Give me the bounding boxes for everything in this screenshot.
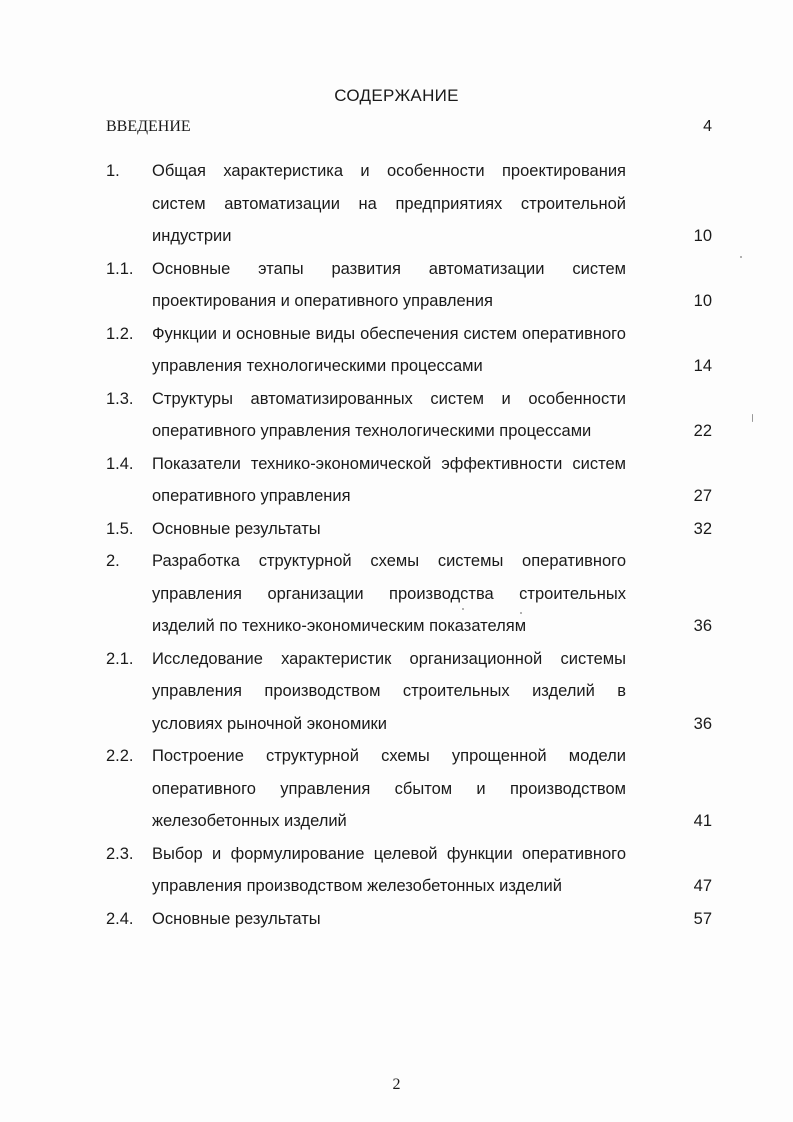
toc-entry-page: 14 bbox=[693, 357, 712, 375]
toc-entry bbox=[106, 513, 712, 546]
toc-entry-page: 57 bbox=[693, 909, 712, 928]
toc-entry-text: Разработка структурной схемы системы оперативного управления организации производства строительных изделий по технико-экономическим показателям bbox=[152, 552, 626, 635]
toc-entry-number: 2. bbox=[106, 552, 120, 570]
toc-entry bbox=[106, 318, 712, 383]
toc-entry-page: 41 bbox=[693, 812, 712, 830]
toc-entry-number: 1. bbox=[106, 162, 120, 180]
toc-intro-entry bbox=[106, 118, 712, 136]
toc-entry-text: Выбор и формулирование целевой функции оперативного управления производством железобетонных изделий bbox=[152, 844, 626, 895]
scan-speck bbox=[462, 608, 464, 610]
toc-entry-number: 2.4. bbox=[106, 909, 134, 928]
toc-entry bbox=[106, 903, 712, 936]
toc-entry-text: Основные этапы развития автоматизации систем проектирования и оперативного управления bbox=[152, 259, 626, 310]
toc-entry-text: Основные результаты bbox=[152, 519, 321, 538]
toc-entry-text: Показатели технико-экономической эффективности систем оперативного управления bbox=[152, 454, 626, 505]
scan-speck bbox=[740, 256, 742, 258]
toc-entry-text: Общая характеристика и особенности проектирования систем автоматизации на предприятиях строительной индустрии bbox=[152, 162, 626, 245]
toc-intro-label: ВВЕДЕНИЕ bbox=[106, 118, 191, 135]
toc-entry-number: 1.1. bbox=[106, 259, 134, 278]
toc-entry-text: Построение структурной схемы упрощенной модели оперативного управления сбытом и производством железобетонных изделий bbox=[152, 747, 626, 830]
toc-entry-page: 32 bbox=[693, 519, 712, 538]
toc-entry bbox=[106, 545, 712, 643]
toc-entry-page: 36 bbox=[693, 714, 712, 733]
toc-entry bbox=[106, 643, 712, 741]
toc-entry-number: 1.4. bbox=[106, 454, 134, 473]
toc-entry-text: Исследование характеристик организационной системы управления производством строительных изделий в условиях рыночной экономики bbox=[152, 649, 626, 733]
toc-entry-number: 2.2. bbox=[106, 747, 134, 765]
toc-entry bbox=[106, 383, 712, 448]
toc-entry-number: 1.5. bbox=[106, 519, 134, 538]
toc-entry-page: 10 bbox=[693, 292, 712, 310]
toc-entry bbox=[106, 448, 712, 513]
toc-entry-number: 2.3. bbox=[106, 844, 134, 863]
toc-entry-text: Функции и основные виды обеспечения систем оперативного управления технологическими процессами bbox=[152, 324, 626, 375]
toc-entry-page: 10 bbox=[693, 227, 712, 245]
toc-entry-page: 47 bbox=[693, 877, 712, 895]
page-title: СОДЕРЖАНИЕ bbox=[334, 86, 459, 105]
toc-entry bbox=[106, 155, 712, 253]
toc-intro-page: 4 bbox=[703, 118, 712, 135]
toc-entry-number: 2.1. bbox=[106, 649, 134, 668]
toc-entry-page: 27 bbox=[693, 487, 712, 505]
toc-entry-text: Основные результаты bbox=[152, 909, 321, 928]
toc-entry-page: 36 bbox=[693, 617, 712, 635]
toc-entry-text: Структуры автоматизированных систем и особенности оперативного управления технологическими процессами bbox=[152, 389, 626, 440]
toc-entry-number: 1.3. bbox=[106, 389, 134, 408]
page-number: 2 bbox=[392, 1076, 401, 1093]
toc-entry bbox=[106, 838, 712, 903]
scan-speck bbox=[520, 612, 522, 614]
table-of-contents bbox=[106, 155, 712, 935]
scan-speck bbox=[752, 414, 753, 422]
toc-entry bbox=[106, 740, 712, 838]
toc-entry bbox=[106, 253, 712, 318]
toc-entry-number: 1.2. bbox=[106, 324, 134, 343]
toc-entry-page: 22 bbox=[693, 422, 712, 440]
